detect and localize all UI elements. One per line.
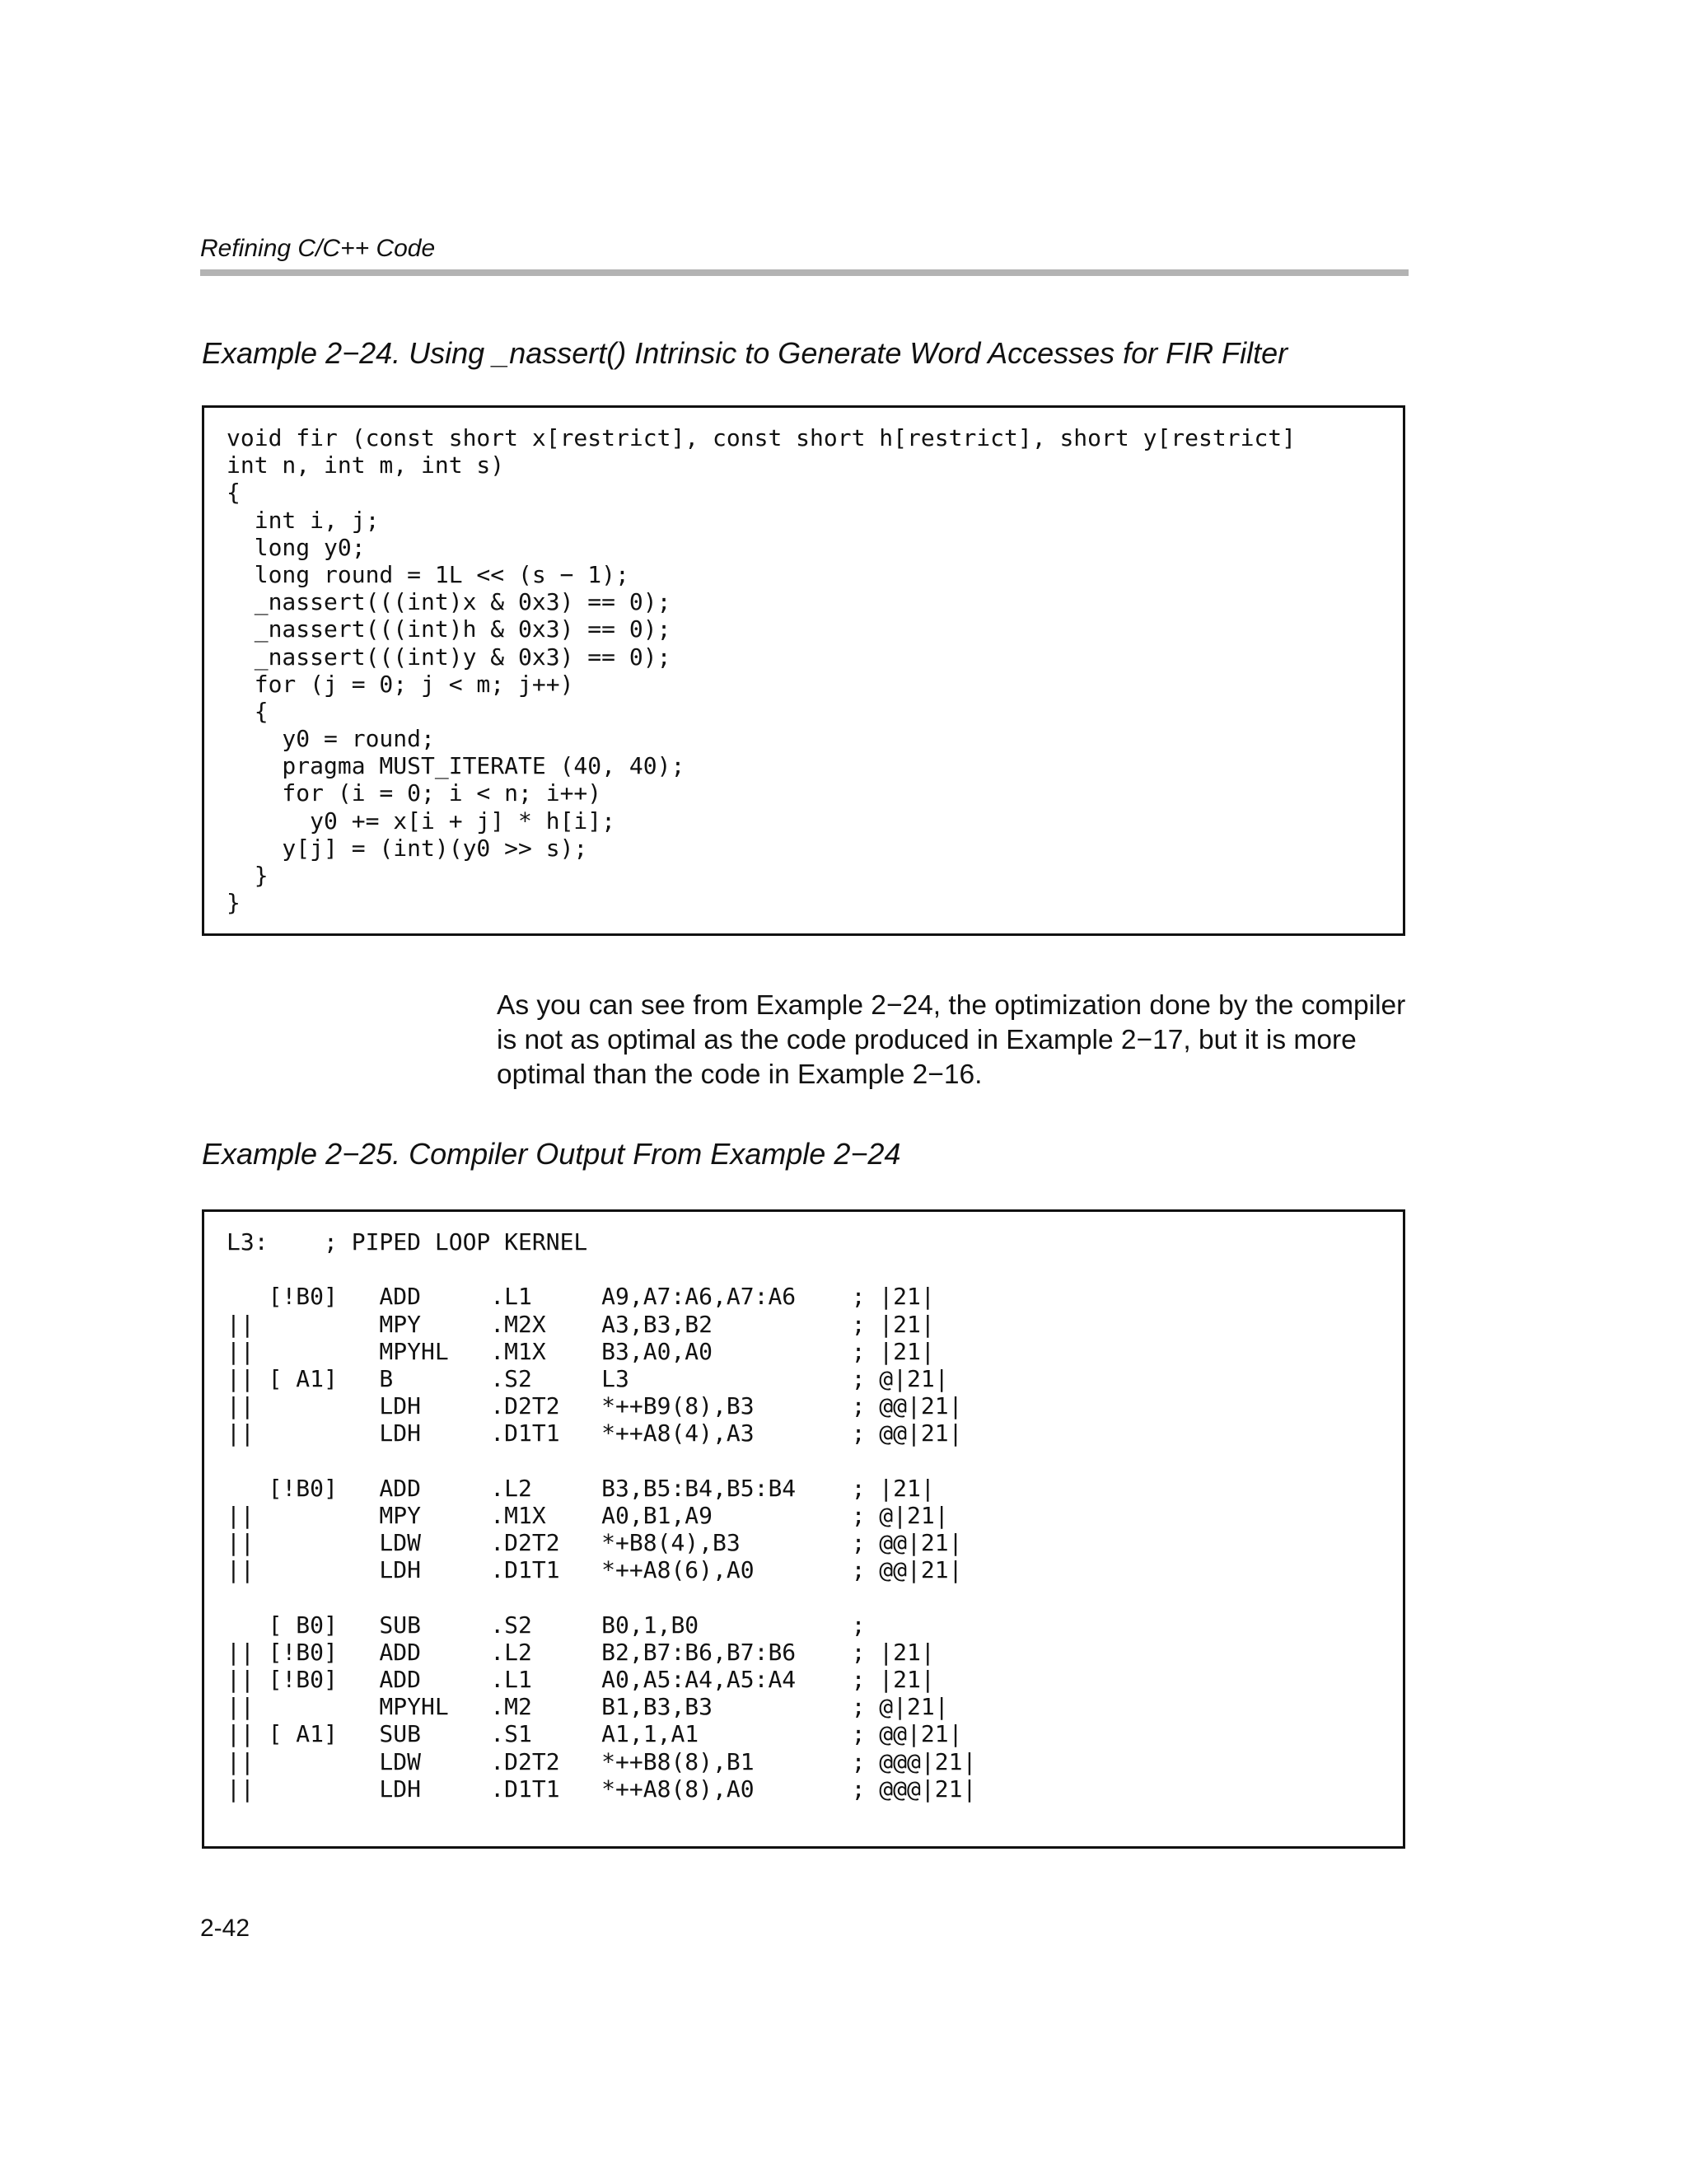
body-paragraph: As you can see from Example 2−24, the optimization done by the compiler is not as optimal as the code produced in Example 2−17, but it is more optimal than the code in Example 2−16. xyxy=(497,990,1406,1090)
code-line: int i, j; xyxy=(227,506,380,534)
code-line: || LDW .D2T2 *++B8(8),B1 ; @@@|21| xyxy=(227,1747,977,1775)
example-2-25-code xyxy=(227,1228,976,1803)
code-line: for (i = 0; i < n; i++) xyxy=(227,779,602,807)
code-line: || [!B0] ADD .L2 B2,B7:B6,B7:B6 ; |21| xyxy=(227,1638,935,1666)
code-line: [!B0] ADD .L2 B3,B5:B4,B5:B4 ; |21| xyxy=(227,1474,935,1502)
code-line: y0 += x[i + j] * h[i]; xyxy=(227,807,616,835)
code-line: || MPY .M2X A3,B3,B2 ; |21| xyxy=(227,1310,935,1338)
code-line: _nassert(((int)y & 0x3) == 0); xyxy=(227,643,671,671)
code-line: || MPYHL .M1X B3,A0,A0 ; |21| xyxy=(227,1337,935,1365)
code-line xyxy=(227,1256,976,1283)
code-line: || LDH .D1T1 *++A8(8),A0 ; @@@|21| xyxy=(227,1775,977,1803)
code-line: [!B0] ADD .L1 A9,A7:A6,A7:A6 ; |21| xyxy=(227,1283,935,1311)
code-line: || MPY .M1X A0,B1,A9 ; @|21| xyxy=(227,1501,949,1529)
code-line: int n, int m, int s) xyxy=(227,451,505,479)
code-line: || [ A1] SUB .S1 A1,1,A1 ; @@|21| xyxy=(227,1720,963,1748)
code-line: || [ A1] B .S2 L3 ; @|21| xyxy=(227,1364,949,1392)
example-2-25-code-box xyxy=(202,1209,1405,1849)
code-line: long y0; xyxy=(227,533,366,561)
example-2-25-caption: Example 2−25. Compiler Output From Example 2−24 xyxy=(202,1137,901,1171)
code-line xyxy=(227,1447,976,1475)
page-number: 2-42 xyxy=(200,1915,250,1942)
example-2-24-caption: Example 2−24. Using _nassert() Intrinsic to Generate Word Accesses for FIR Filter xyxy=(202,336,1288,370)
header-rule xyxy=(200,269,1409,276)
code-line: _nassert(((int)h & 0x3) == 0); xyxy=(227,615,671,643)
code-line: || [!B0] ADD .L1 A0,A5:A4,A5:A4 ; |21| xyxy=(227,1666,935,1693)
example-2-24-code-box xyxy=(202,405,1405,936)
code-line: [ B0] SUB .S2 B0,1,B0 ; xyxy=(227,1611,866,1639)
code-line: pragma MUST_ITERATE (40, 40); xyxy=(227,752,685,780)
code-line: || LDH .D1T1 *++A8(6),A0 ; @@|21| xyxy=(227,1556,963,1584)
code-line: } xyxy=(227,889,241,917)
code-line: y[j] = (int)(y0 >> s); xyxy=(227,834,588,862)
code-line: for (j = 0; j < m; j++) xyxy=(227,670,574,698)
code-line: || LDH .D2T2 *++B9(8),B3 ; @@|21| xyxy=(227,1392,963,1420)
example-2-24-code xyxy=(227,424,1296,916)
code-line: long round = 1L << (s − 1); xyxy=(227,560,629,588)
code-line: y0 = round; xyxy=(227,725,435,753)
code-line xyxy=(227,1583,976,1611)
code-line: || LDH .D1T1 *++A8(4),A3 ; @@|21| xyxy=(227,1419,963,1447)
code-line: L3: ; PIPED LOOP KERNEL xyxy=(227,1228,588,1256)
code-line: || LDW .D2T2 *+B8(4),B3 ; @@|21| xyxy=(227,1529,963,1557)
code-line: void fir (const short x[restrict], const short h[restrict], short y[restrict] xyxy=(227,424,1297,451)
running-header: Refining C/C++ Code xyxy=(200,235,436,262)
code-line: || MPYHL .M2 B1,B3,B3 ; @|21| xyxy=(227,1693,949,1721)
code-line: _nassert(((int)x & 0x3) == 0); xyxy=(227,588,671,616)
code-line: { xyxy=(227,479,241,507)
code-line: } xyxy=(227,862,269,889)
code-line: { xyxy=(227,697,269,725)
